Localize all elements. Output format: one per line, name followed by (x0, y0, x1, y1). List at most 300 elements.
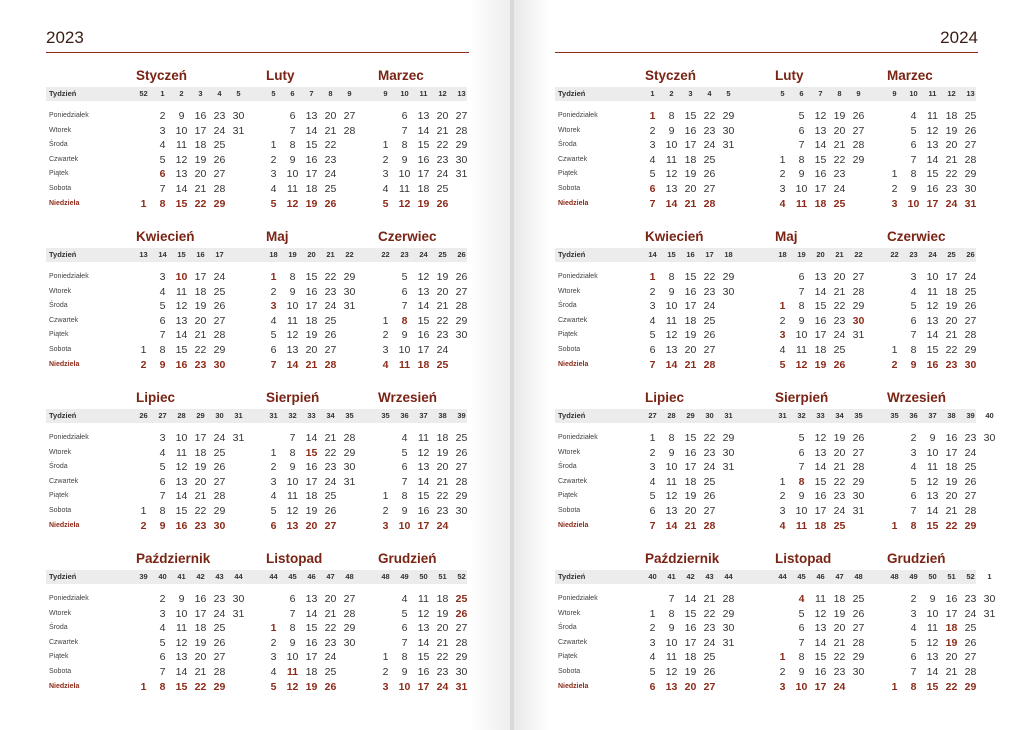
week-number: 10 (400, 89, 409, 98)
day-name: Piątek (49, 653, 69, 661)
day-number: 23 (833, 490, 846, 503)
day-number: 23 (213, 110, 226, 122)
day-number: 24 (833, 329, 846, 342)
month-title: Grudzień (378, 551, 437, 566)
week-number: 35 (381, 411, 390, 420)
day-number: 7 (910, 505, 917, 517)
day-number: 13 (665, 505, 678, 517)
day-number: 3 (649, 461, 656, 474)
day-number: 1 (779, 651, 786, 664)
day-number: 7 (668, 593, 675, 605)
day-number: 16 (175, 358, 188, 371)
day-number: 23 (194, 519, 207, 532)
day-number: 5 (798, 110, 805, 122)
day-number: 7 (401, 124, 408, 137)
day-number: 10 (398, 519, 411, 532)
day-name: Wtorek (49, 609, 72, 617)
day-number: 18 (417, 358, 430, 371)
day-number: 1 (382, 490, 389, 503)
week-number: 13 (139, 250, 148, 259)
day-number: 31 (852, 329, 865, 342)
day-number: 6 (401, 622, 408, 635)
day-number: 10 (175, 607, 188, 620)
day-number: 22 (945, 680, 958, 693)
day-number: 30 (852, 666, 865, 678)
day-number: 27 (852, 271, 865, 283)
day-number: 14 (417, 124, 430, 137)
day-number: 13 (665, 183, 678, 195)
week-number: 29 (686, 411, 695, 420)
day-number: 15 (305, 622, 318, 635)
day-number: 23 (964, 593, 977, 605)
week-number: 51 (947, 572, 956, 581)
day-number: 31 (852, 505, 865, 517)
day-number: 7 (910, 666, 917, 678)
day-number: 8 (289, 622, 296, 635)
day-number: 13 (926, 651, 939, 664)
day-number: 19 (684, 168, 697, 181)
day-number: 4 (270, 666, 277, 678)
day-number: 2 (140, 358, 147, 371)
day-number: 12 (795, 358, 808, 371)
week-number: 20 (816, 250, 825, 259)
day-number: 7 (159, 329, 166, 342)
day-number: 22 (945, 168, 958, 181)
day-number: 7 (649, 358, 656, 371)
day-number: 18 (684, 153, 697, 166)
day-number: 25 (852, 593, 865, 605)
day-number: 7 (798, 139, 805, 152)
day-number: 30 (964, 183, 977, 195)
day-number: 31 (722, 139, 735, 152)
day-number: 21 (436, 124, 449, 137)
day-number: 15 (926, 168, 939, 181)
day-number: 10 (398, 168, 411, 181)
week-number: 22 (854, 250, 863, 259)
day-number: 21 (684, 358, 697, 371)
day-number: 29 (455, 314, 468, 327)
day-number: 29 (964, 680, 977, 693)
year-title: 2023 (46, 28, 84, 47)
day-number: 17 (194, 271, 207, 283)
day-number: 4 (910, 461, 917, 474)
day-name: Niedziela (558, 199, 589, 207)
day-number: 15 (417, 139, 430, 152)
week-number: 22 (345, 250, 354, 259)
day-number: 6 (401, 461, 408, 474)
week-number: 38 (947, 411, 956, 420)
day-number: 29 (722, 432, 735, 444)
week-number: 26 (966, 250, 975, 259)
week-number: 39 (457, 411, 466, 420)
day-number: 5 (270, 505, 277, 517)
day-name: Niedziela (49, 360, 80, 368)
day-number: 1 (270, 271, 277, 283)
day-number: 21 (833, 636, 846, 649)
day-number: 3 (649, 300, 656, 313)
day-name: Poniedziałek (558, 112, 598, 119)
day-number: 24 (833, 505, 846, 517)
day-number: 5 (649, 329, 656, 342)
day-number: 26 (964, 124, 977, 137)
day-number: 13 (286, 519, 299, 532)
day-number: 14 (926, 329, 939, 342)
day-number: 10 (286, 651, 299, 664)
day-number: 14 (175, 329, 188, 342)
week-number: 2 (179, 89, 184, 98)
day-number: 15 (417, 490, 430, 503)
day-number: 7 (649, 197, 656, 210)
day-number: 5 (798, 607, 805, 620)
day-number: 13 (175, 314, 188, 327)
day-number: 20 (945, 490, 958, 503)
day-number: 13 (417, 110, 430, 122)
day-number: 28 (324, 358, 337, 371)
week-number: 5 (726, 89, 731, 98)
day-number: 21 (684, 197, 697, 210)
day-number: 6 (289, 593, 296, 605)
week-number: 46 (816, 572, 825, 581)
day-name: Środa (558, 141, 577, 149)
day-number: 1 (382, 651, 389, 664)
week-number: 47 (326, 572, 335, 581)
week-number: 40 (648, 572, 657, 581)
day-number: 8 (289, 139, 296, 152)
day-number: 6 (159, 314, 166, 327)
day-number: 2 (382, 666, 389, 678)
day-number: 22 (703, 271, 716, 283)
day-number: 2 (270, 153, 277, 166)
day-number: 19 (684, 666, 697, 678)
week-number: 15 (667, 250, 676, 259)
week-number: 13 (966, 89, 975, 98)
day-number: 11 (287, 183, 298, 195)
day-number: 19 (194, 153, 207, 166)
day-number: 16 (417, 505, 430, 517)
month-title: Kwiecień (645, 229, 704, 244)
day-number: 5 (401, 607, 408, 620)
day-number: 12 (926, 300, 939, 313)
day-number: 31 (722, 636, 735, 649)
month-title: Listopad (266, 551, 323, 566)
day-number: 2 (910, 432, 917, 444)
day-number: 27 (703, 505, 716, 517)
day-number: 23 (213, 593, 226, 605)
year-title: 2024 (940, 28, 978, 47)
day-number: 21 (194, 666, 207, 678)
day-name: Piątek (49, 170, 69, 178)
day-number: 18 (833, 593, 846, 605)
week-number: 24 (419, 250, 428, 259)
day-number: 12 (665, 168, 678, 181)
day-number: 20 (305, 344, 318, 356)
week-number: 30 (705, 411, 714, 420)
day-number: 10 (175, 271, 188, 283)
day-number: 29 (455, 490, 468, 503)
day-number: 22 (436, 651, 449, 664)
week-number: 52 (457, 572, 466, 581)
day-number: 25 (703, 153, 716, 166)
day-number: 24 (945, 197, 958, 210)
week-number: 13 (457, 89, 466, 98)
day-number: 12 (286, 197, 299, 210)
week-number: 31 (724, 411, 733, 420)
week-label: Tydzień (558, 89, 586, 98)
day-number: 5 (159, 461, 166, 474)
day-number: 31 (343, 475, 356, 488)
day-number: 16 (417, 329, 430, 342)
day-number: 11 (176, 139, 187, 152)
day-number: 18 (436, 432, 449, 444)
day-number: 7 (910, 153, 917, 166)
week-number: 42 (196, 572, 205, 581)
day-number: 23 (964, 432, 977, 444)
day-number: 24 (436, 680, 449, 693)
day-number: 24 (213, 271, 226, 283)
day-number: 14 (665, 358, 678, 371)
day-number: 9 (159, 358, 166, 371)
day-number: 28 (703, 519, 716, 532)
day-number: 11 (176, 622, 187, 635)
day-number: 25 (213, 139, 226, 152)
week-number: 34 (326, 411, 335, 420)
day-number: 12 (286, 505, 299, 517)
day-number: 12 (417, 271, 430, 283)
day-number: 4 (649, 651, 656, 664)
day-number: 8 (401, 139, 408, 152)
week-label: Tydzień (49, 411, 77, 420)
day-number: 7 (289, 607, 296, 620)
day-number: 29 (964, 519, 977, 532)
day-number: 17 (684, 139, 697, 152)
day-number: 14 (286, 358, 299, 371)
day-number: 10 (795, 505, 808, 517)
day-name: Wtorek (558, 126, 581, 134)
week-number: 27 (158, 411, 167, 420)
day-number: 21 (324, 607, 337, 620)
day-number: 13 (305, 593, 318, 605)
day-number: 16 (684, 285, 697, 298)
day-number: 29 (213, 680, 226, 693)
day-number: 13 (175, 475, 188, 488)
day-number: 26 (324, 197, 337, 210)
day-number: 28 (852, 139, 865, 152)
day-number: 23 (703, 446, 716, 459)
day-number: 10 (795, 680, 808, 693)
day-number: 25 (964, 110, 977, 122)
day-number: 4 (779, 344, 786, 356)
day-number: 11 (399, 183, 410, 195)
day-number: 16 (417, 666, 430, 678)
day-number: 11 (927, 461, 938, 474)
day-number: 18 (684, 651, 697, 664)
day-name: Środa (558, 302, 577, 310)
week-number: 41 (177, 572, 186, 581)
day-number: 7 (798, 636, 805, 649)
day-number: 24 (436, 168, 449, 181)
day-number: 7 (401, 475, 408, 488)
day-number: 15 (417, 651, 430, 664)
day-number: 18 (305, 183, 318, 195)
day-number: 11 (418, 432, 429, 444)
week-number: 43 (705, 572, 714, 581)
day-number: 27 (324, 519, 337, 532)
month-title: Czerwiec (378, 229, 437, 244)
month-title: Wrzesień (887, 390, 947, 405)
day-number: 25 (436, 358, 449, 371)
day-number: 7 (159, 490, 166, 503)
day-number: 1 (382, 314, 389, 327)
day-name: Poniedziałek (49, 112, 89, 119)
day-name: Czwartek (49, 477, 79, 485)
day-number: 2 (910, 593, 917, 605)
day-number: 1 (649, 271, 656, 283)
day-number: 30 (722, 124, 735, 137)
week-number: 31 (778, 411, 787, 420)
day-name: Środa (49, 463, 68, 471)
week-number: 49 (909, 572, 918, 581)
week-number: 38 (438, 411, 447, 420)
week-number: 19 (288, 250, 297, 259)
day-number: 20 (945, 314, 958, 327)
day-number: 30 (232, 110, 245, 122)
day-number: 25 (324, 666, 337, 678)
week-number: 23 (909, 250, 918, 259)
day-number: 26 (964, 636, 977, 649)
day-number: 29 (455, 651, 468, 664)
day-number: 25 (833, 197, 846, 210)
day-number: 12 (175, 153, 188, 166)
day-number: 17 (945, 607, 958, 620)
day-name: Sobota (49, 507, 72, 514)
day-number: 5 (910, 636, 917, 649)
day-number: 11 (418, 593, 429, 605)
week-number: 37 (928, 411, 937, 420)
day-number: 30 (343, 461, 356, 474)
day-name: Niedziela (49, 682, 80, 690)
day-number: 30 (852, 490, 865, 503)
day-number: 30 (213, 358, 226, 371)
day-number: 8 (289, 446, 296, 459)
day-number: 9 (798, 666, 805, 678)
day-name: Wtorek (558, 448, 581, 456)
day-number: 20 (436, 285, 449, 298)
day-number: 5 (270, 197, 277, 210)
day-number: 30 (722, 622, 735, 635)
day-number: 27 (455, 110, 468, 122)
day-number: 22 (833, 475, 846, 488)
day-number: 9 (668, 285, 675, 298)
day-number: 18 (194, 446, 207, 459)
day-number: 20 (684, 183, 697, 195)
day-number: 6 (798, 124, 805, 137)
day-number: 27 (213, 651, 226, 664)
day-name: Niedziela (558, 360, 589, 368)
day-number: 23 (436, 505, 449, 517)
day-number: 19 (945, 475, 958, 488)
day-number: 6 (649, 505, 656, 517)
day-number: 1 (649, 432, 656, 444)
day-number: 16 (305, 636, 318, 649)
day-number: 4 (159, 285, 166, 298)
day-number: 28 (852, 285, 865, 298)
day-number: 12 (926, 636, 939, 649)
day-number: 8 (401, 651, 408, 664)
day-number: 27 (703, 680, 716, 693)
day-number: 25 (455, 593, 468, 605)
day-number: 26 (324, 329, 337, 342)
day-number: 15 (684, 271, 697, 283)
day-number: 23 (703, 285, 716, 298)
day-number: 13 (665, 344, 678, 356)
day-number: 24 (964, 446, 977, 459)
month-title: Wrzesień (378, 390, 438, 405)
day-number: 2 (649, 622, 656, 635)
day-number: 8 (668, 110, 675, 122)
week-number: 26 (139, 411, 148, 420)
day-number: 8 (798, 475, 805, 488)
week-number: 44 (724, 572, 733, 581)
day-number: 3 (649, 636, 656, 649)
day-name: Poniedziałek (558, 595, 598, 602)
day-number: 30 (232, 593, 245, 605)
day-name: Czwartek (558, 477, 588, 485)
day-number: 27 (455, 622, 468, 635)
day-number: 4 (382, 358, 389, 371)
day-number: 19 (194, 636, 207, 649)
day-number: 26 (436, 197, 449, 210)
day-number: 1 (779, 153, 786, 166)
day-number: 21 (945, 153, 958, 166)
week-number: 44 (778, 572, 787, 581)
week-number: 52 (966, 572, 975, 581)
day-number: 12 (926, 475, 939, 488)
day-number: 26 (213, 300, 226, 313)
day-number: 20 (436, 461, 449, 474)
week-number: 50 (928, 572, 937, 581)
day-number: 12 (814, 110, 827, 122)
day-number: 15 (175, 505, 188, 517)
day-number: 9 (289, 636, 296, 649)
day-number: 16 (684, 446, 697, 459)
day-number: 30 (722, 446, 735, 459)
day-number: 4 (910, 285, 917, 298)
day-number: 25 (213, 285, 226, 298)
day-number: 17 (814, 505, 827, 517)
week-number: 1 (160, 89, 165, 98)
day-number: 8 (289, 271, 296, 283)
day-number: 13 (814, 446, 827, 459)
month-title: Sierpień (775, 390, 829, 405)
week-number: 7 (309, 89, 314, 98)
day-number: 15 (684, 110, 697, 122)
day-number: 12 (814, 607, 827, 620)
day-number: 19 (305, 329, 318, 342)
day-number: 6 (910, 490, 917, 503)
day-number: 18 (945, 622, 958, 635)
day-name: Środa (49, 624, 68, 632)
week-number: 18 (724, 250, 733, 259)
day-number: 10 (286, 168, 299, 181)
week-number: 5 (780, 89, 785, 98)
day-number: 20 (833, 271, 846, 283)
day-number: 26 (213, 636, 226, 649)
day-number: 21 (703, 593, 716, 605)
day-number: 14 (665, 519, 678, 532)
day-number: 9 (668, 124, 675, 137)
week-number: 35 (890, 411, 899, 420)
day-name: Środa (558, 463, 577, 471)
